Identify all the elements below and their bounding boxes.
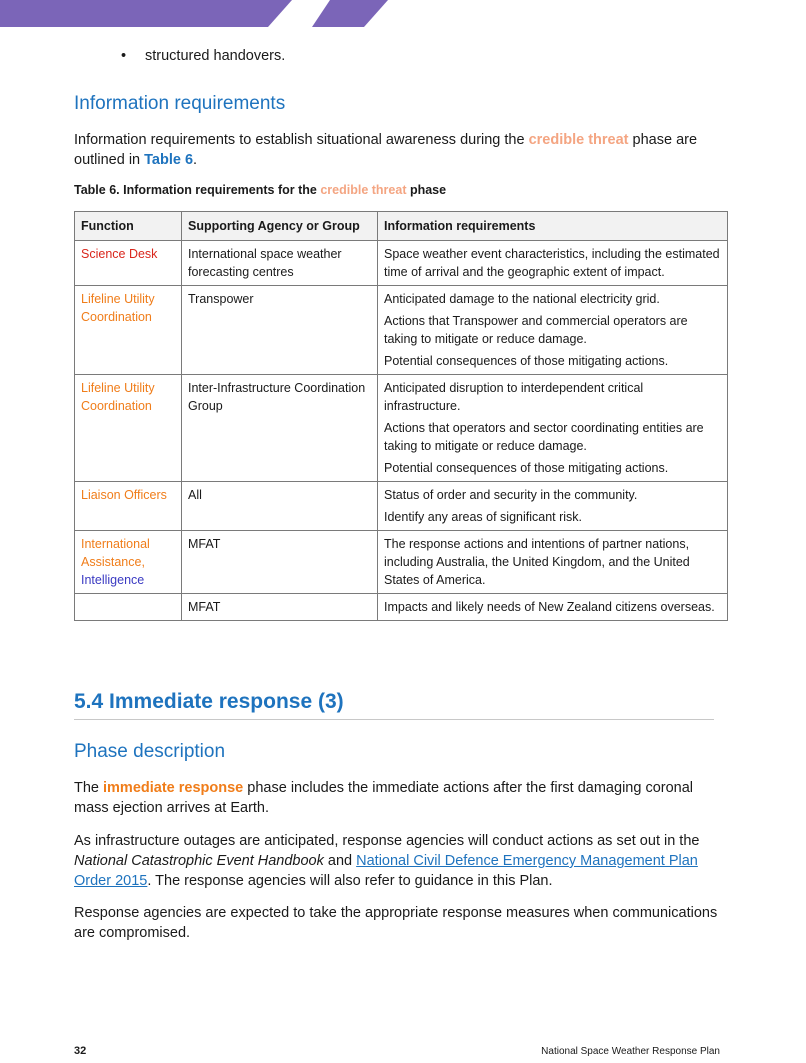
cell-requirements	[378, 375, 728, 482]
header-function: Function	[75, 212, 182, 241]
bullet-text: structured handovers.	[145, 48, 286, 64]
p2-text-3: . The response agencies will also refer to guidance in this Plan.	[147, 873, 553, 889]
cell-requirements	[378, 531, 728, 594]
p1-text-2: phase includes the immediate actions after the first damaging coronal mass ejection arrives at Earth.	[74, 780, 693, 816]
bullet-dot: •	[121, 48, 127, 64]
table-caption	[74, 183, 446, 197]
table-header-row	[75, 212, 728, 241]
requirement-item: Potential consequences of those mitigating actions.	[384, 354, 669, 368]
requirement-item: Anticipated damage to the national electricity grid.	[384, 292, 660, 306]
requirement-item: Impacts and likely needs of New Zealand citizens overseas.	[384, 600, 715, 614]
caption-highlight: credible threat	[320, 183, 407, 197]
function-part-b: Intelligence	[81, 573, 145, 587]
section-heading	[74, 690, 714, 720]
requirement-item: Status of order and security in the community.	[384, 488, 638, 502]
header-banner	[0, 0, 806, 28]
table-row	[75, 531, 728, 594]
requirement-item: Identify any areas of significant risk.	[384, 510, 583, 524]
cell-function	[75, 594, 182, 621]
info-requirements-intro	[74, 130, 728, 170]
intro-highlight: credible threat	[528, 132, 629, 148]
intro-end: .	[193, 152, 198, 168]
p2-italic: National Catastrophic Event Handbook	[74, 853, 324, 869]
cell-agency: Inter-Infrastructure Coordination Group	[182, 375, 378, 482]
caption-prefix: Table 6. Information requirements for the	[74, 183, 321, 197]
section-number: 5.4	[74, 690, 104, 713]
cell-agency: MFAT	[182, 531, 378, 594]
cell-requirements	[378, 286, 728, 375]
phase-paragraph-1	[74, 778, 728, 818]
intro-text: Information requirements to establish situational awareness during the	[74, 132, 529, 148]
table-row	[75, 482, 728, 531]
caption-suffix: phase	[406, 183, 447, 197]
requirement-item: Actions that operators and sector coordinating entities are taking to mitigate or reduce damage.	[384, 421, 704, 453]
phase-description-heading: Phase description	[74, 741, 226, 762]
header-requirements: Information requirements	[378, 212, 728, 241]
table-6-reference[interactable]: Table 6	[144, 152, 194, 168]
requirement-item: Actions that Transpower and commercial operators are taking to mitigate or reduce damage.	[384, 314, 688, 346]
header-agency: Supporting Agency or Group	[182, 212, 378, 241]
p1-text: The	[74, 780, 104, 796]
footer-title: National Space Weather Response Plan	[541, 1046, 720, 1057]
cell-requirements	[378, 482, 728, 531]
cell-agency: International space weather forecasting centres	[182, 241, 378, 286]
table-row	[75, 375, 728, 482]
info-requirements-heading: Information requirements	[74, 93, 286, 114]
information-requirements-table	[74, 211, 728, 621]
requirement-item: Space weather event characteristics, including the estimated time of arrival and the geographic extent of impact.	[384, 247, 720, 279]
table-row	[75, 594, 728, 621]
cell-function: Liaison Officers	[75, 482, 182, 531]
cell-function: Lifeline Utility Coordination	[75, 375, 182, 482]
cell-function	[75, 531, 182, 594]
p2-text: As infrastructure outages are anticipated, response agencies will conduct actions as set out in the	[74, 833, 700, 849]
cell-function: Science Desk	[75, 241, 182, 286]
function-part-a: International Assistance,	[81, 537, 150, 569]
requirement-item: Anticipated disruption to interdependent critical infrastructure.	[384, 381, 644, 413]
intro-text-2: phase are outlined in	[74, 132, 698, 168]
cell-requirements	[378, 241, 728, 286]
header-band-right	[312, 0, 388, 27]
cell-agency: MFAT	[182, 594, 378, 621]
table-row	[75, 241, 728, 286]
cell-agency: All	[182, 482, 378, 531]
cdem-plan-link[interactable]: National Civil Defence Emergency Management Plan Order 2015	[74, 853, 698, 889]
header-band-left	[0, 0, 292, 27]
phase-paragraph-3: Response agencies are expected to take the appropriate response measures when communications are compromised.	[74, 905, 718, 941]
cell-agency: Transpower	[182, 286, 378, 375]
requirement-item: Potential consequences of those mitigating actions.	[384, 461, 669, 475]
cell-requirements	[378, 594, 728, 621]
p1-highlight: immediate response	[103, 780, 244, 796]
p2-text-2: and	[323, 853, 357, 869]
phase-paragraph-2	[74, 831, 728, 891]
cell-function: Lifeline Utility Coordination	[75, 286, 182, 375]
table-row	[75, 286, 728, 375]
page-number: 32	[74, 1045, 87, 1057]
requirement-item: The response actions and intentions of partner nations, including Australia, the United Kingdom, and the United States of America.	[384, 537, 690, 587]
section-title: Immediate response (3)	[109, 690, 344, 713]
